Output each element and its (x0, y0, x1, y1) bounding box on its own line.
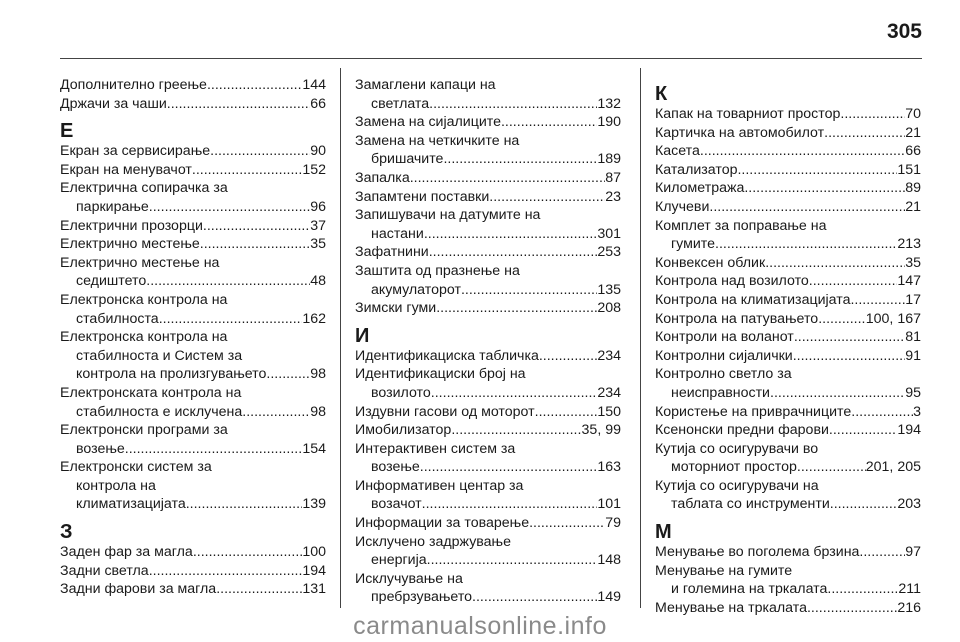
index-entry-term: Конвексен облик (655, 254, 766, 271)
leader-dots (420, 458, 598, 477)
index-entry-pages: 48 (310, 273, 326, 290)
leader-dots (737, 161, 897, 180)
index-entry-term: возачот (371, 496, 422, 513)
index-entry-pages: 81 (905, 329, 921, 346)
index-entry[interactable] (655, 403, 921, 422)
index-entry-term: светлата (371, 95, 430, 112)
index-entry-term: Електронската контрола на (60, 384, 242, 401)
leader-dots (427, 551, 598, 570)
leader-dots (794, 328, 905, 347)
index-entry-term: Задни фарови за магла (60, 581, 217, 598)
index-entry-term: Кутија со осигурувачи на (655, 477, 819, 494)
index-entry-pages: 21 (905, 198, 921, 215)
index-entry[interactable] (60, 161, 326, 180)
index-entry-term: Зимски гуми (355, 300, 437, 317)
index-entry-pages: 144 (302, 77, 326, 93)
index-entry-pages: 70 (905, 106, 921, 122)
index-entry-term: таблата со инструменти (671, 496, 830, 513)
index-entry-pages: 151 (897, 161, 921, 178)
index-entry-term: Контроли на воланот (655, 329, 794, 346)
index-entry[interactable] (655, 254, 921, 273)
index-entry-term: пребрзувањето (371, 589, 473, 606)
index-entry-term: Контролно светло за (655, 366, 792, 383)
index-column-1 (60, 76, 326, 599)
index-entry-pages: 91 (905, 347, 921, 364)
index-entry-term: Менување во поголема брзина. (655, 544, 864, 561)
index-section-letter: З (60, 521, 73, 544)
index-entry[interactable] (655, 179, 921, 198)
index-entry-term: Касета (655, 143, 700, 160)
header-rule (60, 58, 922, 59)
index-entry-pages: 216 (897, 599, 921, 616)
leader-dots (529, 514, 605, 533)
index-entry[interactable] (655, 440, 921, 477)
index-entry-term: Електронска контрола на (60, 291, 228, 308)
index-entry-term: Контрола на климатизацијата (655, 291, 851, 308)
leader-dots (809, 272, 898, 291)
index-entry-term: акумулаторот (371, 281, 461, 298)
index-entry-term: Запамтени поставки (355, 188, 490, 205)
leader-dots (461, 281, 597, 300)
index-entry-pages: 100, 167 (865, 310, 921, 327)
index-entry-term: возење (371, 459, 420, 476)
index-entry-term: Контрола на патувањето (655, 310, 819, 327)
leader-dots (266, 365, 310, 384)
index-entry-term: возилото (371, 384, 431, 401)
index-entry-pages: 234 (597, 347, 621, 364)
index-entry-term: Катализатор (655, 161, 738, 178)
leader-dots (210, 142, 310, 161)
leader-dots (824, 124, 905, 143)
index-entry-term: Идентификациски број на (355, 366, 526, 383)
index-entry[interactable] (655, 124, 921, 143)
leader-dots (850, 291, 905, 310)
index-entry-term: контрола на (76, 477, 156, 494)
index-entry[interactable] (355, 188, 621, 207)
index-entry[interactable] (60, 421, 326, 458)
index-entry-term: Замаглени капаци на (355, 77, 496, 93)
index-entry-term: Комплет за поправање на (655, 217, 827, 234)
index-entry-term: бришачите (371, 151, 444, 168)
index-entry-term: Запишувачи на датумите на (355, 207, 541, 224)
index-entry-term: Електронски систем за (60, 459, 212, 476)
index-entry-term: Ксенонски предни фарови (655, 422, 829, 439)
index-entry-term: Информативен центар за (355, 477, 524, 494)
leader-dots (149, 198, 310, 217)
index-entry[interactable] (355, 76, 621, 113)
index-entry-pages: 203 (897, 496, 921, 513)
index-entry-term: Капак на товарниот простор (655, 106, 841, 122)
index-entry-pages: 150 (597, 403, 621, 420)
index-entry[interactable] (655, 421, 921, 440)
page-number: 305 (886, 20, 922, 43)
index-entry-pages: 3 (913, 403, 921, 420)
watermark: carmanualsonline.info (353, 612, 607, 640)
index-entry[interactable] (355, 365, 621, 402)
index-column-3 (655, 76, 921, 617)
leader-dots (840, 105, 905, 124)
index-entry[interactable] (60, 235, 326, 254)
leader-dots (429, 243, 598, 262)
index-entry-term: Електрично местење (60, 236, 200, 253)
leader-dots (715, 235, 897, 254)
index-entry-pages: 154 (302, 440, 326, 457)
index-entry[interactable] (355, 570, 621, 607)
index-entry[interactable] (355, 421, 621, 440)
index-entry-term: Исклучување на (355, 570, 463, 587)
index-entry-term: седиштето (76, 273, 147, 290)
index-entry-term: Замена на четкичките на (355, 132, 520, 149)
index-entry-term: енергија (371, 552, 427, 569)
index-entry-pages: 189 (597, 151, 621, 168)
index-entry-pages: 211 (898, 581, 921, 598)
index-entry-term: моторниот простор (671, 459, 797, 476)
leader-dots (501, 113, 597, 132)
index-entry[interactable] (655, 105, 921, 124)
index-entry-term: Интерактивен систем за (355, 440, 516, 457)
column-divider (340, 68, 341, 608)
index-entry-term: Дополнително греење (60, 77, 207, 93)
index-entry-term: Држачи за чаши (60, 95, 167, 112)
index-entry-pages: 135 (597, 281, 621, 298)
index-entry-pages: 253 (597, 244, 621, 261)
index-entry-term: Информации за товарење (355, 515, 530, 532)
index-entry-term: Контрола над возилото (655, 273, 809, 290)
leader-dots (793, 347, 905, 366)
index-entry-term: Користење на приврачниците (655, 403, 852, 420)
leader-dots (827, 580, 898, 599)
index-entry-term: Електронска контрола на (60, 329, 228, 346)
index-entry-pages: 100 (302, 544, 326, 561)
leader-dots (851, 403, 913, 422)
index-entry-pages: 234 (597, 384, 621, 401)
index-entry[interactable] (60, 291, 326, 328)
index-entry-term: Заден фар за магла (60, 544, 193, 561)
index-entry-pages: 23 (605, 188, 621, 205)
index-entry-term: настани (371, 225, 424, 242)
index-entry-term: стабилноста е исклучена (76, 403, 243, 420)
leader-dots (125, 440, 303, 459)
index-entry[interactable] (655, 272, 921, 291)
leader-dots (829, 421, 897, 440)
index-entry-term: стабилноста и Систем за (76, 347, 243, 364)
index-entry-pages: 194 (897, 422, 921, 439)
leader-dots (443, 150, 597, 169)
index-entry-pages: 35 (905, 254, 921, 271)
index-entry-term: Картичка на автомобилот (655, 124, 825, 141)
index-entry-term: Екран за сервисирање (60, 143, 211, 160)
index-entry[interactable] (655, 198, 921, 217)
leader-dots (709, 198, 905, 217)
index-entry-term: Кутија со осигурувачи во (655, 440, 819, 457)
index-entry[interactable] (355, 262, 621, 299)
index-entry-pages: 162 (302, 310, 326, 327)
index-entry-pages: 152 (302, 161, 326, 178)
index-entry[interactable] (60, 95, 326, 114)
index-entry[interactable] (60, 76, 326, 95)
leader-dots (535, 403, 598, 422)
index-entry[interactable] (655, 477, 921, 514)
leader-dots (489, 188, 605, 207)
leader-dots (193, 543, 303, 562)
index-entry[interactable] (60, 384, 326, 421)
index-entry[interactable] (655, 291, 921, 310)
index-entry[interactable] (60, 328, 326, 384)
index-entry-pages: 201, 205 (865, 459, 921, 476)
index-entry-pages: 90 (310, 143, 326, 160)
index-entry[interactable] (60, 562, 326, 581)
index-entry[interactable] (655, 310, 921, 329)
index-entry-pages: 95 (905, 384, 921, 401)
index-entry-pages: 149 (597, 589, 621, 606)
index-entry-pages: 97 (905, 544, 921, 561)
index-entry-term: Издувни гасови од моторот (355, 403, 535, 420)
leader-dots (797, 458, 866, 477)
index-entry-pages: 139 (302, 496, 326, 513)
index-entry[interactable] (655, 328, 921, 347)
index-entry[interactable] (355, 347, 621, 366)
index-entry-pages: 79 (605, 515, 621, 532)
index-entry-term: Заштита од празнење на (355, 262, 520, 279)
leader-dots (410, 169, 605, 188)
index-entry-term: Екран на менувачот (60, 161, 192, 178)
column-divider (640, 68, 641, 608)
index-entry-pages: 213 (897, 236, 921, 253)
leader-dots (744, 179, 905, 198)
index-entry-term: Запалка (355, 169, 410, 186)
index-entry-pages: 208 (597, 300, 621, 317)
index-entry-term: Електрична сопирачка за (60, 180, 228, 197)
index-entry-term: Менување на тркалата (655, 599, 807, 616)
leader-dots (539, 347, 597, 366)
index-entry-pages: 131 (302, 581, 326, 598)
index-entry-pages: 89 (905, 180, 921, 197)
index-entry-term: Електрично местење на (60, 254, 220, 271)
index-entry-pages: 66 (310, 95, 326, 112)
index-section-letter: И (355, 324, 370, 347)
leader-dots (159, 310, 303, 329)
leader-dots (167, 95, 310, 114)
index-entry-pages: 35, 99 (581, 422, 621, 439)
leader-dots (149, 562, 303, 581)
index-entry-term: Имобилизатор (355, 422, 452, 439)
leader-dots (242, 403, 310, 422)
leader-dots (765, 254, 905, 273)
index-entry-pages: 87 (605, 169, 621, 186)
index-entry[interactable] (60, 254, 326, 291)
index-entry[interactable] (655, 161, 921, 180)
index-entry-term: контрола на пролизгувањето (76, 366, 267, 383)
index-entry[interactable] (655, 365, 921, 402)
index-entry[interactable] (655, 543, 921, 562)
index-entry-pages: 17 (905, 291, 921, 308)
index-entry-pages: 21 (905, 124, 921, 141)
index-entry-term: гумите (671, 236, 716, 253)
index-entry-term: Замена на сијалиците (355, 114, 501, 131)
index-entry-term: Клучеви (655, 198, 710, 215)
index-entry-pages: 194 (302, 562, 326, 579)
leader-dots (200, 235, 310, 254)
leader-dots (429, 95, 597, 114)
index-entry-term: неисправности (671, 384, 770, 401)
leader-dots (192, 161, 302, 180)
index-entry-pages: 35 (310, 236, 326, 253)
leader-dots (770, 384, 905, 403)
index-entry-term: и големина на тркалата (671, 581, 828, 598)
index-entry[interactable] (655, 347, 921, 366)
index-entry[interactable] (655, 142, 921, 161)
index-entry[interactable] (60, 580, 326, 599)
index-entry[interactable] (355, 206, 621, 243)
index-entry[interactable] (355, 477, 621, 514)
index-entry-pages: 98 (310, 366, 326, 383)
index-entry[interactable] (355, 403, 621, 422)
index-entry-pages: 96 (310, 198, 326, 215)
index-entry-pages: 66 (905, 143, 921, 160)
leader-dots (431, 384, 598, 403)
leader-dots (472, 588, 597, 607)
index-entry-term: Идентификациска табличка (355, 347, 539, 364)
index-entry-term: Контролни сијалички (655, 347, 793, 364)
leader-dots (424, 225, 598, 244)
index-entry-pages: 163 (597, 459, 621, 476)
index-entry[interactable] (355, 169, 621, 188)
index-section-letter: К (655, 83, 668, 105)
index-entry[interactable] (355, 440, 621, 477)
leader-dots (203, 217, 310, 236)
index-entry[interactable] (60, 142, 326, 161)
index-entry[interactable] (60, 217, 326, 236)
index-entry-pages: 132 (597, 95, 621, 112)
index-entry-pages: 147 (897, 273, 921, 290)
index-entry[interactable] (655, 217, 921, 254)
index-entry[interactable] (355, 514, 621, 533)
index-entry[interactable] (355, 299, 621, 318)
leader-dots (700, 142, 905, 161)
index-entry-term: Електронски програми за (60, 422, 228, 439)
index-entry[interactable] (60, 458, 326, 514)
index-entry-term: Зафатнини (355, 244, 429, 261)
index-entry[interactable] (60, 179, 326, 216)
index-entry-term: Исклучено задржување (355, 533, 511, 550)
leader-dots (451, 421, 581, 440)
leader-dots (216, 580, 302, 599)
index-entry-pages: 148 (597, 552, 621, 569)
index-entry-pages: 190 (597, 114, 621, 131)
leader-dots (146, 272, 310, 291)
index-entry-term: возење (76, 440, 125, 457)
index-entry[interactable] (355, 132, 621, 169)
index-entry-term: Електрични прозорци (60, 217, 203, 234)
index-entry-term: Менување на гумите (655, 562, 793, 579)
leader-dots (436, 299, 597, 318)
index-entry[interactable] (355, 533, 621, 570)
leader-dots (863, 543, 905, 562)
index-entry-term: стабилноста (76, 310, 159, 327)
index-entry[interactable] (60, 543, 326, 562)
index-entry[interactable] (355, 243, 621, 262)
leader-dots (186, 495, 303, 514)
index-entry-term: климатизацијата (76, 496, 186, 513)
index-column-2 (355, 76, 621, 607)
index-entry[interactable] (355, 113, 621, 132)
leader-dots (830, 495, 898, 514)
index-section-letter: Е (60, 120, 74, 143)
index-entry-term: паркирање (76, 198, 149, 215)
leader-dots (422, 495, 598, 514)
index-section-letter: М (655, 521, 672, 544)
leader-dots (207, 76, 302, 95)
index-entry[interactable] (655, 562, 921, 599)
index-entry-term: Километража (655, 180, 745, 197)
index-entry-term: Задни светла (60, 562, 149, 579)
index-entry-pages: 101 (597, 496, 621, 513)
index-entry-pages: 98 (310, 403, 326, 420)
index-entry-pages: 301 (597, 225, 621, 242)
leader-dots (818, 310, 866, 329)
index-entry-pages: 37 (310, 217, 326, 234)
